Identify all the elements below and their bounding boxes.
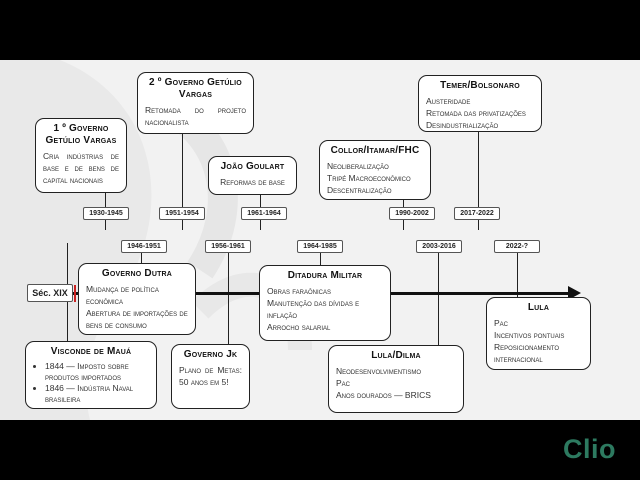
timeline-slide	[0, 60, 640, 464]
card-line: Anos dourados — BRICS	[336, 390, 431, 400]
date-top-1: 1930-1945	[83, 207, 129, 220]
card-line: Descentralização	[327, 185, 392, 195]
date-bottom-4: 2003-2016	[416, 240, 462, 253]
card-lula	[486, 297, 591, 370]
card-governo-dutra	[78, 263, 196, 335]
card-line: Neoliberalização	[327, 161, 389, 171]
card-line: Obras faraônicas	[267, 286, 331, 296]
card-title: Lula/Dilma	[371, 350, 421, 361]
card-title: 1 º Governo Getúlio Vargas	[45, 123, 117, 146]
card-title: Governo Dutra	[101, 268, 173, 279]
card-line just: Manutenção das dívidas e inflação	[267, 298, 360, 320]
card-title: Collor/Itamar/FHC	[330, 145, 420, 156]
card-lula-dilma	[328, 345, 464, 413]
card-title: Ditadura Militar	[287, 270, 363, 281]
card-list-item: • 1846 — Indústria Naval brasileira	[45, 383, 149, 405]
card-list-item: • 1844 — Imposto sobre produtos importados	[45, 361, 149, 383]
card-line: Arrocho salarial	[267, 322, 331, 332]
clio-logo: Clio	[563, 434, 616, 464]
card-line: Neodesenvolvimentismo	[336, 366, 422, 376]
card-title: 2 º Governo Getúlio Vargas	[149, 77, 242, 100]
card-temer-bolsonaro	[418, 75, 542, 132]
date-top-3: 1961-1964	[241, 207, 287, 220]
card-line: Tripé Macroeconômico	[327, 173, 411, 183]
card-title: João Goulart	[220, 161, 285, 172]
card-collor-itamar-fhc	[319, 140, 431, 200]
card-title: Lula	[527, 302, 550, 313]
card-line: Retomada do projeto nacionalista	[145, 105, 246, 127]
card-governo-jk	[171, 344, 250, 409]
card-line: Pac	[494, 318, 509, 328]
card-line: Incentivos pontuais	[494, 330, 565, 340]
date-bottom-5: 2022-?	[494, 240, 540, 253]
card-line: Mudança de política econômica	[86, 284, 159, 306]
card-line: Austeridade	[426, 96, 471, 106]
card-title: Temer/Bolsonaro	[440, 80, 520, 91]
card-line: Retomada das privatizações	[426, 108, 526, 118]
date-bottom-1: 1946-1951	[121, 240, 167, 253]
date-top-2: 1951-1954	[159, 207, 205, 220]
card-line: Reformas de base	[220, 177, 285, 187]
card-title: Visconde de Mauá	[50, 346, 132, 357]
card-line: Abertura de importações de bens de consumo	[86, 308, 188, 330]
card-title: Governo Jk	[183, 349, 238, 360]
card-joao-goulart	[208, 156, 297, 195]
start-marker	[74, 285, 76, 302]
card-vargas-1	[35, 118, 127, 193]
card-line: Cria indústrias de base e de bens de capital nacionais	[43, 151, 119, 185]
card-line: Desindustrialização	[426, 120, 499, 130]
date-top-5: 2017-2022	[454, 207, 500, 220]
card-vargas-2	[137, 72, 254, 134]
card-line: Pac	[336, 378, 351, 388]
card-ditadura-militar	[259, 265, 391, 341]
date-bottom-2: 1956-1961	[205, 240, 251, 253]
card-line: Reposicionamento internacional	[494, 342, 560, 364]
date-top-4: 1990-2002	[389, 207, 435, 220]
card-line: Plano de Metas: 50 anos em 5!	[179, 365, 242, 387]
date-bottom-3: 1964-1985	[297, 240, 343, 253]
timeline-start-label: Séc. XIX	[27, 284, 73, 302]
card-visconde-de-maua	[25, 341, 157, 409]
